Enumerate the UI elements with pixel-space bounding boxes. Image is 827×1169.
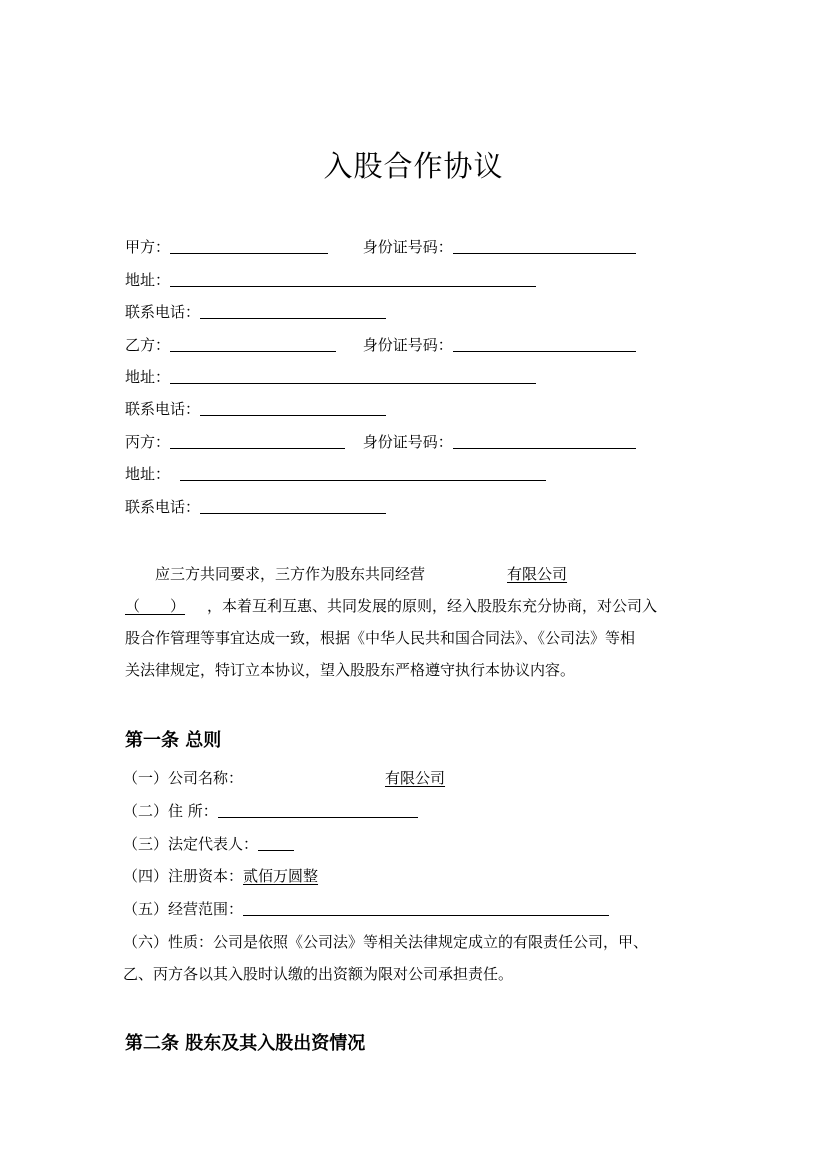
domicile-line bbox=[123, 801, 418, 821]
party-a-address-line bbox=[125, 270, 536, 290]
party-c-id-blank[interactable] bbox=[453, 432, 636, 449]
party-a-phone-blank[interactable] bbox=[200, 302, 386, 319]
scope-label: （五）经营范围： bbox=[123, 900, 244, 918]
party-c-phone-line bbox=[125, 497, 386, 517]
domicile-label: （二）住 所： bbox=[123, 802, 218, 820]
company-name-label: （一）公司名称： bbox=[123, 769, 244, 787]
intro-paren-field[interactable] bbox=[125, 597, 207, 615]
legal-rep-label: （三）法定代表人： bbox=[123, 835, 259, 853]
intro-line-3: 股合作管理等事宜达成一致，根据《中华人民共和国合同法》、《公司法》等相 bbox=[125, 629, 636, 647]
party-b-phone-label: 联系电话： bbox=[125, 400, 201, 418]
capital-label: （四）注册资本： bbox=[123, 867, 244, 885]
party-b-address-label: 地址： bbox=[125, 368, 171, 386]
party-c-address-line bbox=[125, 464, 546, 484]
nature-paragraph bbox=[123, 926, 707, 990]
party-a-phone-line bbox=[125, 302, 386, 322]
nature-line-1: （六）性质：公司是依照《公司法》等相关法律规定成立的有限责任公司，甲、 bbox=[123, 933, 649, 951]
party-b-id-blank[interactable] bbox=[453, 335, 636, 352]
intro-paragraph bbox=[125, 558, 705, 686]
party-b-name-blank[interactable] bbox=[170, 335, 336, 352]
scope-line bbox=[123, 899, 609, 919]
party-a-label: 甲方： bbox=[125, 238, 171, 256]
intro-paren: （ ） bbox=[125, 597, 186, 615]
article-2-heading: 第二条 股东及其入股出资情况 bbox=[125, 1033, 366, 1054]
party-a-phone-label: 联系电话： bbox=[125, 303, 201, 321]
party-c-phone-blank[interactable] bbox=[200, 497, 386, 514]
party-a-id-label: 身份证号码： bbox=[362, 238, 453, 256]
legal-rep-blank[interactable] bbox=[258, 834, 294, 851]
document-title: 入股合作协议 bbox=[323, 149, 504, 183]
domicile-blank[interactable] bbox=[218, 801, 418, 818]
party-a-address-label: 地址： bbox=[125, 271, 171, 289]
company-name-suffix: 有限公司 bbox=[385, 769, 446, 787]
party-b-id-label: 身份证号码： bbox=[362, 336, 453, 354]
party-a-line bbox=[125, 237, 636, 257]
intro-line-1-text: 应三方共同要求，三方作为股东共同经营 bbox=[155, 565, 426, 583]
party-b-phone-blank[interactable] bbox=[200, 399, 386, 416]
capital-value: 贰佰万圆整 bbox=[243, 867, 319, 885]
party-a-name-blank[interactable] bbox=[170, 237, 328, 254]
party-c-label: 丙方： bbox=[125, 433, 171, 451]
party-c-line bbox=[125, 432, 636, 452]
intro-company-suffix: 有限公司 bbox=[507, 565, 568, 583]
party-c-phone-label: 联系电话： bbox=[125, 498, 201, 516]
intro-line-1 bbox=[125, 558, 705, 590]
party-b-address-blank[interactable] bbox=[170, 367, 536, 384]
party-b-line bbox=[125, 335, 636, 355]
party-a-id-blank[interactable] bbox=[453, 237, 636, 254]
capital-line bbox=[123, 866, 318, 886]
scope-blank[interactable] bbox=[243, 899, 609, 916]
party-c-address-blank[interactable] bbox=[180, 464, 546, 481]
party-b-label: 乙方： bbox=[125, 336, 171, 354]
party-c-id-label: 身份证号码： bbox=[362, 433, 453, 451]
legal-rep-line bbox=[123, 834, 294, 854]
intro-company-field[interactable] bbox=[425, 565, 567, 583]
article-1-heading: 第一条 总则 bbox=[125, 730, 222, 751]
company-name-line bbox=[123, 768, 445, 788]
party-c-address-label: 地址： bbox=[125, 465, 171, 483]
intro-line-2 bbox=[125, 590, 705, 622]
intro-line-2-text: ，本着互利互惠、共同发展的原则，经入股股东充分协商，对公司入 bbox=[207, 597, 658, 615]
party-c-name-blank[interactable] bbox=[170, 432, 345, 449]
company-name-field[interactable] bbox=[243, 769, 445, 787]
party-b-phone-line bbox=[125, 399, 386, 419]
nature-line-2: 乙、丙方各以其入股时认缴的出资额为限对公司承担责任。 bbox=[123, 965, 514, 983]
party-b-address-line bbox=[125, 367, 536, 387]
party-a-address-blank[interactable] bbox=[170, 270, 536, 287]
intro-line-4: 关法律规定，特订立本协议，望入股股东严格遵守执行本协议内容。 bbox=[125, 661, 576, 679]
